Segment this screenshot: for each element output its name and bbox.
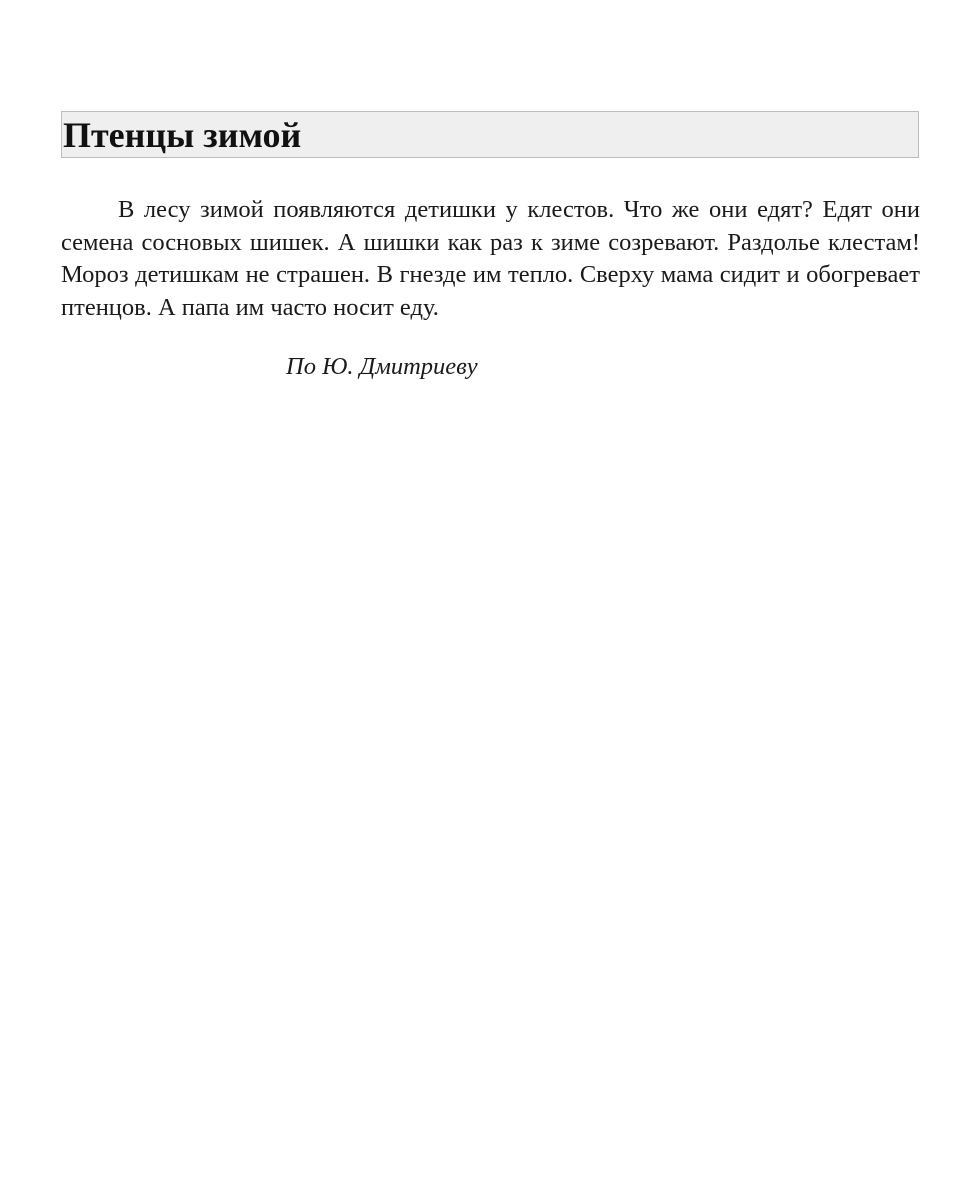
body-paragraph: В лесу зимой появляются детишки у клестов. Что же они едят? Едят они семена сосновых шишек. А шишки как раз к зиме созревают. Раздолье клестам! Мороз детишкам не страшен. В гнезде им тепло. Сверху мама сидит и обогревает птенцов. А папа им часто носит еду. bbox=[61, 196, 920, 321]
document-title: Птенцы зимой bbox=[63, 115, 302, 155]
title-box bbox=[61, 111, 919, 158]
author-attribution: По Ю. Дмитриеву bbox=[286, 353, 478, 380]
